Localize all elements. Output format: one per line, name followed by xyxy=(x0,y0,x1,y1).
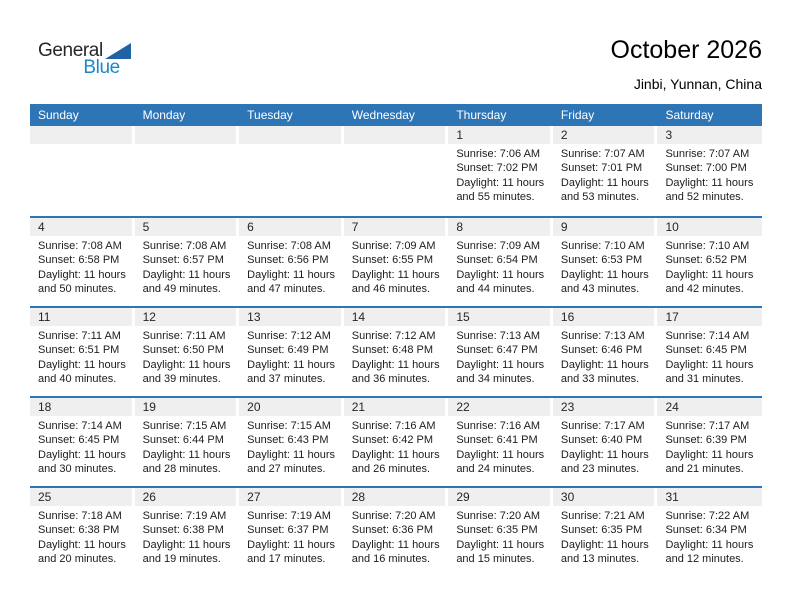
day-number: 7 xyxy=(351,220,359,234)
day-number: 4 xyxy=(38,220,45,234)
day-details xyxy=(448,326,553,386)
day-cell xyxy=(344,488,449,576)
day-number-band xyxy=(30,126,132,144)
day-number-band xyxy=(344,488,446,506)
week-row xyxy=(30,396,762,486)
day-number-band xyxy=(657,398,762,416)
day-cell xyxy=(30,218,135,306)
day-number-band xyxy=(135,218,237,236)
day-details xyxy=(30,416,135,476)
sunrise-text: Sunrise: 7:19 AM xyxy=(142,510,227,522)
day-number-band xyxy=(135,308,237,326)
day-details xyxy=(344,326,449,386)
daylight-text: Daylight: 11 hours and 55 minutes. xyxy=(456,176,545,203)
daylight-text: Daylight: 11 hours and 24 minutes. xyxy=(456,448,545,475)
sunset-text: Sunset: 7:00 PM xyxy=(665,162,747,175)
daylight-text: Daylight: 11 hours and 16 minutes. xyxy=(351,538,440,565)
logo-text-general: General xyxy=(38,40,103,61)
weekday-header-cell: Saturday xyxy=(665,108,714,122)
sunrise-text: Sunrise: 7:21 AM xyxy=(560,510,645,522)
sunset-text: Sunset: 6:36 PM xyxy=(351,524,434,537)
sunset-text: Sunset: 6:57 PM xyxy=(142,254,224,267)
daylight-text: Daylight: 11 hours and 43 minutes. xyxy=(560,268,649,295)
day-cell xyxy=(448,126,553,216)
day-number-band xyxy=(448,488,550,506)
day-cell xyxy=(135,126,240,216)
weekday-header-cell: Thursday xyxy=(456,108,507,122)
day-details xyxy=(135,326,240,386)
day-details xyxy=(448,506,553,566)
sunrise-text: Sunrise: 7:06 AM xyxy=(456,148,541,160)
day-number-band xyxy=(344,126,446,144)
daylight-text: Daylight: 11 hours and 49 minutes. xyxy=(142,268,231,295)
day-number-band xyxy=(239,488,341,506)
day-cell xyxy=(344,398,449,486)
sunset-text: Sunset: 6:39 PM xyxy=(665,434,747,447)
sunrise-text: Sunrise: 7:08 AM xyxy=(247,240,331,252)
day-number-band xyxy=(657,308,762,326)
sunset-text: Sunset: 7:02 PM xyxy=(456,162,538,175)
sunrise-text: Sunrise: 7:09 AM xyxy=(456,240,541,252)
day-number-band xyxy=(553,488,655,506)
day-details xyxy=(657,144,762,204)
sunset-text: Sunset: 6:46 PM xyxy=(560,344,643,357)
sunset-text: Sunset: 6:49 PM xyxy=(247,344,329,357)
day-cell xyxy=(448,218,553,306)
sunset-text: Sunset: 7:01 PM xyxy=(560,162,643,175)
day-number: 17 xyxy=(665,310,679,324)
sunset-text: Sunset: 6:58 PM xyxy=(38,254,120,267)
sunrise-text: Sunrise: 7:12 AM xyxy=(351,330,436,342)
daylight-text: Daylight: 11 hours and 30 minutes. xyxy=(38,448,126,475)
day-details xyxy=(448,416,553,476)
daylight-text: Daylight: 11 hours and 19 minutes. xyxy=(142,538,231,565)
day-details xyxy=(135,416,240,476)
day-details xyxy=(30,326,135,386)
day-cell xyxy=(344,126,449,216)
day-number: 19 xyxy=(142,400,156,414)
daylight-text: Daylight: 11 hours and 20 minutes. xyxy=(38,538,126,565)
day-number: 29 xyxy=(456,490,470,504)
day-number-band xyxy=(448,126,550,144)
day-cell xyxy=(657,218,762,306)
sunrise-text: Sunrise: 7:16 AM xyxy=(351,420,436,432)
day-number-band xyxy=(239,308,341,326)
day-number-band xyxy=(553,126,655,144)
sunset-text: Sunset: 6:55 PM xyxy=(351,254,434,267)
daylight-text: Daylight: 11 hours and 46 minutes. xyxy=(351,268,440,295)
day-number: 8 xyxy=(456,220,463,234)
calendar-location-subtitle: Jinbi, Yunnan, China xyxy=(633,76,762,92)
daylight-text: Daylight: 11 hours and 17 minutes. xyxy=(247,538,336,565)
day-number-band xyxy=(30,398,132,416)
day-details xyxy=(553,144,658,204)
daylight-text: Daylight: 11 hours and 40 minutes. xyxy=(38,358,126,385)
day-number: 16 xyxy=(560,310,575,324)
sunset-text: Sunset: 6:43 PM xyxy=(247,434,329,447)
day-number-band xyxy=(135,488,237,506)
day-number-band xyxy=(344,308,446,326)
day-number-band xyxy=(448,308,550,326)
day-cell xyxy=(448,398,553,486)
day-cell xyxy=(553,488,658,576)
day-details xyxy=(657,416,762,476)
sunrise-text: Sunrise: 7:13 AM xyxy=(456,330,541,342)
day-details xyxy=(239,326,344,386)
day-number: 28 xyxy=(351,490,366,504)
day-details xyxy=(553,236,658,296)
weekday-header-cell: Monday xyxy=(142,108,186,122)
week-row xyxy=(30,306,762,396)
sunrise-text: Sunrise: 7:07 AM xyxy=(560,148,645,160)
daylight-text: Daylight: 11 hours and 26 minutes. xyxy=(351,448,440,475)
day-details xyxy=(553,416,658,476)
day-number: 31 xyxy=(665,490,679,504)
day-number: 23 xyxy=(560,400,575,414)
day-cell xyxy=(553,126,658,216)
day-number: 21 xyxy=(351,400,366,414)
day-details xyxy=(135,144,240,147)
day-cell xyxy=(30,398,135,486)
day-number-band xyxy=(553,398,655,416)
day-number-band xyxy=(657,126,762,144)
daylight-text: Daylight: 11 hours and 47 minutes. xyxy=(247,268,336,295)
day-cell xyxy=(657,126,762,216)
daylight-text: Daylight: 11 hours and 21 minutes. xyxy=(665,448,754,475)
day-details xyxy=(239,144,344,147)
daylight-text: Daylight: 11 hours and 28 minutes. xyxy=(142,448,231,475)
day-number: 5 xyxy=(142,220,150,234)
sunset-text: Sunset: 6:51 PM xyxy=(38,344,120,357)
day-cell xyxy=(135,488,240,576)
day-number: 15 xyxy=(456,310,470,324)
sunset-text: Sunset: 6:34 PM xyxy=(665,524,747,537)
daylight-text: Daylight: 11 hours and 12 minutes. xyxy=(665,538,754,565)
day-details xyxy=(344,506,449,566)
day-details xyxy=(239,416,344,476)
day-cell xyxy=(553,398,658,486)
day-number: 24 xyxy=(665,400,679,414)
daylight-text: Daylight: 11 hours and 13 minutes. xyxy=(560,538,649,565)
daylight-text: Daylight: 11 hours and 39 minutes. xyxy=(142,358,231,385)
day-number: 27 xyxy=(247,490,261,504)
day-cell xyxy=(30,308,135,396)
day-number-band xyxy=(448,398,550,416)
sunset-text: Sunset: 6:45 PM xyxy=(665,344,747,357)
daylight-text: Daylight: 11 hours and 53 minutes. xyxy=(560,176,649,203)
day-number: 11 xyxy=(38,310,51,324)
daylight-text: Daylight: 11 hours and 44 minutes. xyxy=(456,268,545,295)
day-number-band xyxy=(657,218,762,236)
weekday-header-cell: Tuesday xyxy=(247,108,293,122)
daylight-text: Daylight: 11 hours and 37 minutes. xyxy=(247,358,336,385)
day-number-band xyxy=(239,398,341,416)
sunset-text: Sunset: 6:56 PM xyxy=(247,254,329,267)
day-details xyxy=(30,506,135,566)
day-number-band xyxy=(30,218,132,236)
daylight-text: Daylight: 11 hours and 31 minutes. xyxy=(665,358,754,385)
sunrise-text: Sunrise: 7:17 AM xyxy=(560,420,645,432)
day-number: 2 xyxy=(560,128,568,142)
sunset-text: Sunset: 6:53 PM xyxy=(560,254,643,267)
day-number-band xyxy=(239,126,341,144)
day-cell xyxy=(135,308,240,396)
day-details xyxy=(239,236,344,296)
week-row xyxy=(30,486,762,576)
calendar-grid xyxy=(30,104,762,576)
day-number: 30 xyxy=(560,490,575,504)
sunset-text: Sunset: 6:52 PM xyxy=(665,254,747,267)
day-cell xyxy=(239,218,344,306)
day-cell xyxy=(239,488,344,576)
weeks-container xyxy=(30,126,762,576)
day-number: 9 xyxy=(560,220,568,234)
sunset-text: Sunset: 6:47 PM xyxy=(456,344,538,357)
sunrise-text: Sunrise: 7:09 AM xyxy=(351,240,436,252)
day-number: 3 xyxy=(665,128,673,142)
sunset-text: Sunset: 6:40 PM xyxy=(560,434,643,447)
day-cell xyxy=(239,126,344,216)
day-number: 20 xyxy=(247,400,261,414)
sunrise-text: Sunrise: 7:08 AM xyxy=(142,240,227,252)
day-number-band xyxy=(553,308,655,326)
day-details xyxy=(657,506,762,566)
sunrise-text: Sunrise: 7:11 AM xyxy=(142,330,226,342)
day-cell xyxy=(553,218,658,306)
sunset-text: Sunset: 6:42 PM xyxy=(351,434,434,447)
day-number: 14 xyxy=(351,310,366,324)
daylight-text: Daylight: 11 hours and 36 minutes. xyxy=(351,358,440,385)
day-cell xyxy=(657,488,762,576)
sunrise-text: Sunrise: 7:08 AM xyxy=(38,240,122,252)
sunrise-text: Sunrise: 7:17 AM xyxy=(665,420,750,432)
day-cell xyxy=(344,218,449,306)
sunrise-text: Sunrise: 7:15 AM xyxy=(142,420,227,432)
day-cell xyxy=(135,218,240,306)
day-number: 10 xyxy=(665,220,679,234)
day-number-band xyxy=(239,218,341,236)
day-details xyxy=(553,326,658,386)
daylight-text: Daylight: 11 hours and 52 minutes. xyxy=(665,176,754,203)
day-cell xyxy=(553,308,658,396)
general-blue-logo xyxy=(38,40,131,79)
day-number-band xyxy=(135,126,237,144)
day-cell xyxy=(657,398,762,486)
day-cell xyxy=(30,126,135,216)
day-number: 6 xyxy=(247,220,254,234)
sunrise-text: Sunrise: 7:07 AM xyxy=(665,148,750,160)
weekday-header-cell: Sunday xyxy=(38,108,79,122)
title-block xyxy=(611,36,763,92)
sunrise-text: Sunrise: 7:14 AM xyxy=(665,330,750,342)
day-number-band xyxy=(553,218,655,236)
sunrise-text: Sunrise: 7:15 AM xyxy=(247,420,331,432)
sunset-text: Sunset: 6:44 PM xyxy=(142,434,224,447)
day-cell xyxy=(448,488,553,576)
weekday-header-cell: Friday xyxy=(560,108,595,122)
daylight-text: Daylight: 11 hours and 27 minutes. xyxy=(247,448,336,475)
sunrise-text: Sunrise: 7:20 AM xyxy=(456,510,541,522)
day-details xyxy=(344,144,449,147)
day-details xyxy=(657,236,762,296)
day-number: 12 xyxy=(142,310,156,324)
day-details xyxy=(344,416,449,476)
daylight-text: Daylight: 11 hours and 34 minutes. xyxy=(456,358,545,385)
day-number: 22 xyxy=(456,400,470,414)
sunrise-text: Sunrise: 7:11 AM xyxy=(38,330,121,342)
day-cell xyxy=(657,308,762,396)
day-cell xyxy=(30,488,135,576)
sunset-text: Sunset: 6:45 PM xyxy=(38,434,120,447)
sunrise-text: Sunrise: 7:14 AM xyxy=(38,420,122,432)
sunset-text: Sunset: 6:50 PM xyxy=(142,344,224,357)
sunrise-text: Sunrise: 7:19 AM xyxy=(247,510,331,522)
day-details xyxy=(448,144,553,204)
day-details xyxy=(448,236,553,296)
day-details xyxy=(553,506,658,566)
day-details xyxy=(30,236,135,296)
sunset-text: Sunset: 6:54 PM xyxy=(456,254,538,267)
sunset-text: Sunset: 6:35 PM xyxy=(560,524,643,537)
weekday-header-cell: Wednesday xyxy=(351,108,415,122)
day-number-band xyxy=(135,398,237,416)
daylight-text: Daylight: 11 hours and 15 minutes. xyxy=(456,538,545,565)
day-details xyxy=(30,144,135,147)
week-row xyxy=(30,126,762,216)
week-row xyxy=(30,216,762,306)
sunrise-text: Sunrise: 7:20 AM xyxy=(351,510,436,522)
sunrise-text: Sunrise: 7:10 AM xyxy=(665,240,750,252)
sunset-text: Sunset: 6:37 PM xyxy=(247,524,329,537)
day-details xyxy=(239,506,344,566)
day-cell xyxy=(344,308,449,396)
day-details xyxy=(135,236,240,296)
sunrise-text: Sunrise: 7:16 AM xyxy=(456,420,541,432)
sunset-text: Sunset: 6:38 PM xyxy=(142,524,224,537)
day-number-band xyxy=(448,218,550,236)
sunrise-text: Sunrise: 7:18 AM xyxy=(38,510,122,522)
day-number-band xyxy=(30,308,132,326)
logo-text-blue: Blue xyxy=(83,57,120,78)
day-number: 13 xyxy=(247,310,261,324)
sunset-text: Sunset: 6:41 PM xyxy=(456,434,538,447)
day-number: 25 xyxy=(38,490,52,504)
sunset-text: Sunset: 6:48 PM xyxy=(351,344,434,357)
daylight-text: Daylight: 11 hours and 50 minutes. xyxy=(38,268,126,295)
day-details xyxy=(344,236,449,296)
day-details xyxy=(657,326,762,386)
sunset-text: Sunset: 6:38 PM xyxy=(38,524,120,537)
day-number-band xyxy=(344,218,446,236)
sunrise-text: Sunrise: 7:12 AM xyxy=(247,330,331,342)
sunrise-text: Sunrise: 7:13 AM xyxy=(560,330,645,342)
daylight-text: Daylight: 11 hours and 23 minutes. xyxy=(560,448,649,475)
day-cell xyxy=(239,308,344,396)
sunrise-text: Sunrise: 7:22 AM xyxy=(665,510,750,522)
day-cell xyxy=(448,308,553,396)
day-number-band xyxy=(30,488,132,506)
day-cell xyxy=(239,398,344,486)
sunset-text: Sunset: 6:35 PM xyxy=(456,524,538,537)
day-details xyxy=(135,506,240,566)
day-number-band xyxy=(657,488,762,506)
sunrise-text: Sunrise: 7:10 AM xyxy=(560,240,645,252)
weekday-header-row xyxy=(30,104,762,126)
calendar-month-title: October 2026 xyxy=(610,36,762,64)
day-number: 26 xyxy=(142,490,156,504)
day-number-band xyxy=(344,398,446,416)
day-number: 1 xyxy=(456,128,463,142)
daylight-text: Daylight: 11 hours and 42 minutes. xyxy=(665,268,754,295)
daylight-text: Daylight: 11 hours and 33 minutes. xyxy=(560,358,649,385)
day-number: 18 xyxy=(38,400,52,414)
day-cell xyxy=(135,398,240,486)
